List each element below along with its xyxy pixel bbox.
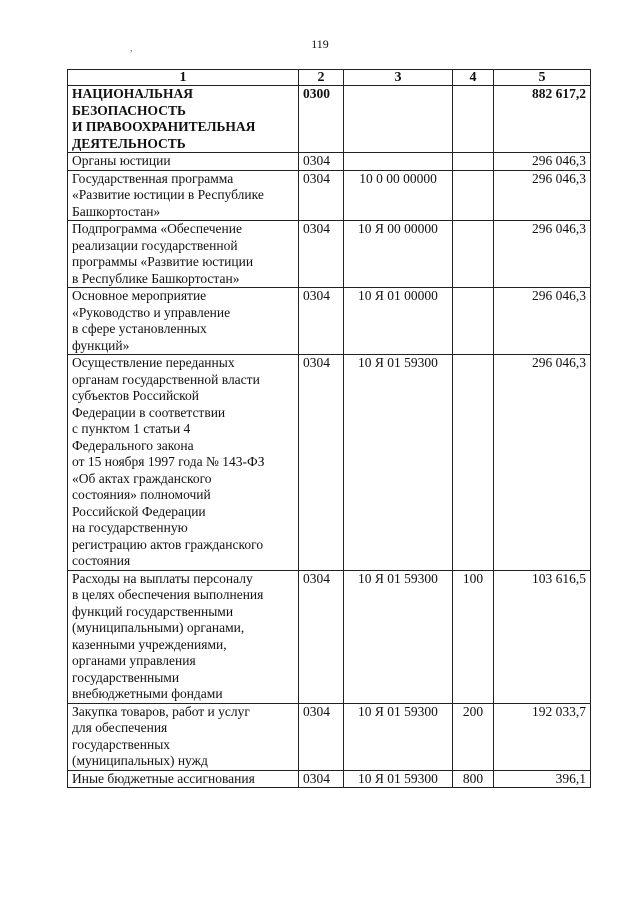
target-cell: 10 Я 00 00000 xyxy=(344,221,453,288)
amount-cell: 192 033,7 xyxy=(494,703,591,770)
target-cell: 10 Я 01 59300 xyxy=(344,770,453,788)
table-row xyxy=(68,153,591,171)
name-cell: Подпрограмма «Обеспечение реализации государственной программы «Развитие юстиции в Республике Башкортостан» xyxy=(68,221,299,288)
target-cell xyxy=(344,86,453,153)
header-cell-3: 3 xyxy=(344,70,453,86)
target-cell: 10 Я 01 59300 xyxy=(344,355,453,571)
budget-table xyxy=(67,69,591,788)
name-cell: Основное мероприятие «Руководство и управление в сфере установленных функций» xyxy=(68,288,299,355)
target-cell xyxy=(344,153,453,171)
stray-mark: , xyxy=(130,43,133,53)
expense-cell xyxy=(453,355,494,571)
name-cell: Закупка товаров, работ и услуг для обеспечения государственных (муниципальных) нужд xyxy=(68,703,299,770)
section-cell: 0300 xyxy=(299,86,344,153)
table-row xyxy=(68,170,591,221)
expense-cell: 200 xyxy=(453,703,494,770)
amount-cell: 296 046,3 xyxy=(494,153,591,171)
table-row xyxy=(68,770,591,788)
amount-cell: 296 046,3 xyxy=(494,221,591,288)
name-cell: Органы юстиции xyxy=(68,153,299,171)
table-row xyxy=(68,288,591,355)
name-cell: Расходы на выплаты персоналу в целях обеспечения выполнения функций государственными (муниципальными) органами, казенными учреждениями, органами управления государственными внебюджетными фондами xyxy=(68,570,299,703)
page-number: 119 xyxy=(311,37,329,51)
header-cell-5: 5 xyxy=(494,70,591,86)
target-cell: 10 0 00 00000 xyxy=(344,170,453,221)
expense-cell xyxy=(453,86,494,153)
target-cell: 10 Я 01 59300 xyxy=(344,570,453,703)
amount-cell: 103 616,5 xyxy=(494,570,591,703)
section-cell: 0304 xyxy=(299,153,344,171)
section-cell: 0304 xyxy=(299,170,344,221)
expense-cell xyxy=(453,221,494,288)
name-cell: Иные бюджетные ассигнования xyxy=(68,770,299,788)
section-cell: 0304 xyxy=(299,770,344,788)
table-row xyxy=(68,86,591,153)
amount-cell: 882 617,2 xyxy=(494,86,591,153)
table-row xyxy=(68,570,591,703)
amount-cell: 296 046,3 xyxy=(494,355,591,571)
expense-cell: 800 xyxy=(453,770,494,788)
header-cell-2: 2 xyxy=(299,70,344,86)
amount-cell: 296 046,3 xyxy=(494,288,591,355)
amount-cell: 396,1 xyxy=(494,770,591,788)
section-cell: 0304 xyxy=(299,221,344,288)
table-row xyxy=(68,221,591,288)
name-cell: НАЦИОНАЛЬНАЯ БЕЗОПАСНОСТЬ И ПРАВООХРАНИТЕЛЬНАЯ ДЕЯТЕЛЬНОСТЬ xyxy=(68,86,299,153)
section-cell: 0304 xyxy=(299,355,344,571)
header-cell-1: 1 xyxy=(68,70,299,86)
expense-cell: 100 xyxy=(453,570,494,703)
expense-cell xyxy=(453,153,494,171)
header-row xyxy=(68,70,591,86)
table-row xyxy=(68,355,591,571)
expense-cell xyxy=(453,288,494,355)
target-cell: 10 Я 01 59300 xyxy=(344,703,453,770)
expense-cell xyxy=(453,170,494,221)
section-cell: 0304 xyxy=(299,703,344,770)
amount-cell: 296 046,3 xyxy=(494,170,591,221)
header-cell-4: 4 xyxy=(453,70,494,86)
table-row xyxy=(68,703,591,770)
name-cell: Осуществление переданных органам государственной власти субъектов Российской Федерации в соответствии с пунктом 1 статьи 4 Федерального закона от 15 ноября 1997 года № 143-ФЗ «Об актах гражданского состояния» полномочий Российской Федерации на государственную регистрацию актов гражданского состояния xyxy=(68,355,299,571)
section-cell: 0304 xyxy=(299,570,344,703)
target-cell: 10 Я 01 00000 xyxy=(344,288,453,355)
section-cell: 0304 xyxy=(299,288,344,355)
name-cell: Государственная программа «Развитие юстиции в Республике Башкортостан» xyxy=(68,170,299,221)
table-body xyxy=(68,86,591,788)
